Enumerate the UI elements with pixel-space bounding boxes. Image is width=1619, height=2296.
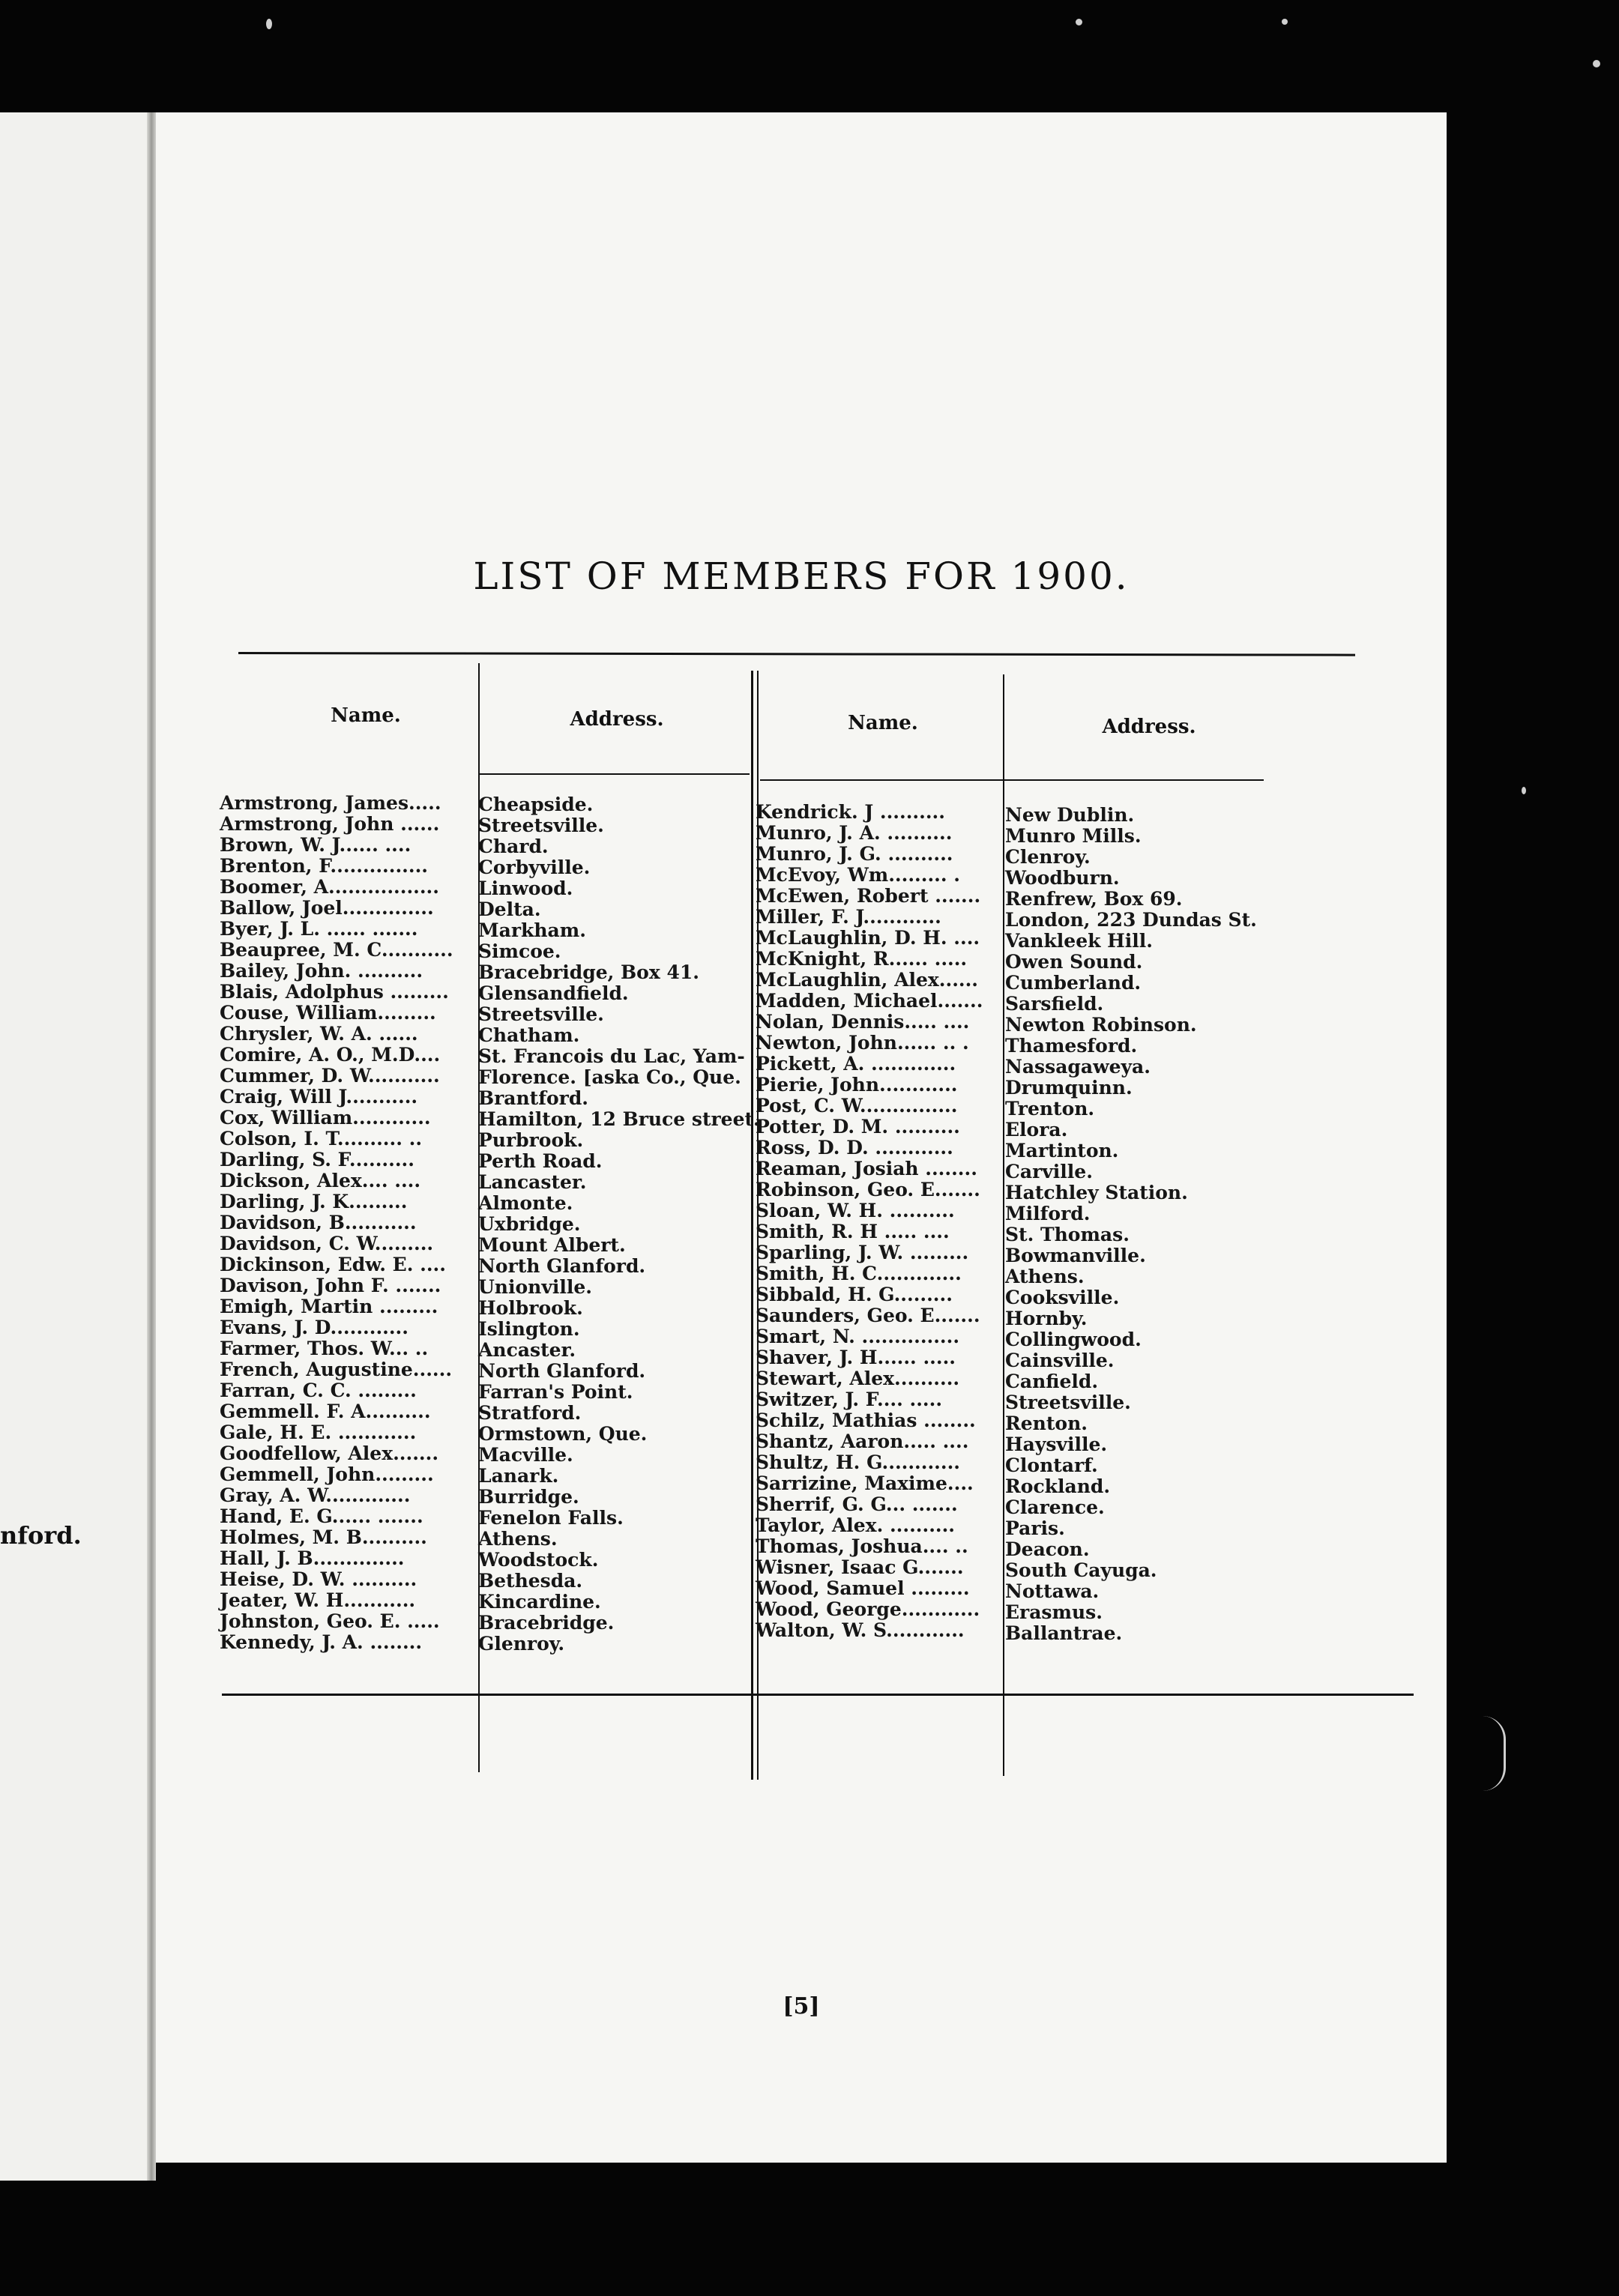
member-address: Ormstown, Que. — [478, 1423, 648, 1445]
member-address: Haysville. — [1005, 1434, 1108, 1455]
member-address: New Dublin. — [1005, 804, 1135, 826]
member-name: Holmes, M. B.......... — [220, 1526, 427, 1548]
member-name: Chrysler, W. A. ...... — [220, 1023, 418, 1045]
member-name: Kennedy, J. A. ........ — [220, 1631, 423, 1653]
member-address: Canfield. — [1005, 1371, 1099, 1392]
member-name: Gale, H. E. ............ — [220, 1422, 417, 1443]
member-name: Darling, J. K......... — [220, 1191, 408, 1212]
member-name: Smith, R. H ..... .... — [756, 1221, 950, 1242]
member-address: Clontarf. — [1005, 1454, 1098, 1476]
member-name: Robinson, Geo. E....... — [756, 1179, 980, 1200]
member-address: Renton. — [1005, 1413, 1088, 1434]
member-name: Heise, D. W. .......... — [220, 1568, 417, 1590]
member-address: Clarence. — [1005, 1496, 1105, 1518]
member-address: Markham. — [478, 919, 586, 941]
member-name: McEwen, Robert ....... — [756, 885, 981, 907]
member-name: Gemmell, John......... — [220, 1463, 434, 1485]
member-address: Nassagaweya. — [1005, 1056, 1151, 1078]
member-name: Smith, H. C............. — [756, 1263, 962, 1284]
member-name: Byer, J. L. ...... ....... — [220, 918, 418, 940]
member-name: Blais, Adolphus ......... — [220, 981, 449, 1003]
member-name: McEvoy, Wm......... . — [756, 864, 960, 886]
member-name: Madden, Michael....... — [756, 990, 983, 1012]
member-address: Bethesda. — [478, 1570, 583, 1592]
member-name: Cummer, D. W........... — [220, 1065, 440, 1087]
previous-page-fragment: nford. — [0, 1521, 82, 1550]
member-address: North Glanford. — [478, 1360, 646, 1382]
member-address: Bracebridge, Box 41. — [478, 961, 699, 983]
page-number: [5] — [783, 1993, 820, 2019]
scan-speck — [1076, 19, 1082, 25]
member-address: Purbrook. — [478, 1129, 584, 1151]
member-name: McLaughlin, D. H. .... — [756, 927, 980, 949]
member-address: Ballantrae. — [1005, 1622, 1123, 1644]
member-address: Munro Mills. — [1005, 825, 1142, 847]
member-name: Pickett, A. ............. — [756, 1053, 956, 1075]
member-name: Taylor, Alex. .......... — [756, 1514, 956, 1536]
member-name: Shultz, H. G............ — [756, 1451, 960, 1473]
member-address: Holbrook. — [478, 1297, 583, 1319]
right-address-header: Address. — [1102, 716, 1196, 738]
member-name: Ballow, Joel.............. — [220, 897, 434, 919]
scan-speck — [1522, 787, 1526, 794]
member-name: Sarrizine, Maxime.... — [756, 1472, 974, 1494]
member-address: Unionville. — [478, 1276, 592, 1298]
member-address: Owen Sound. — [1005, 951, 1143, 973]
member-address: Drumquinn. — [1005, 1077, 1133, 1099]
member-name: Newton, John...... .. . — [756, 1032, 969, 1054]
member-address: Streetsville. — [478, 815, 604, 836]
member-address: Glenroy. — [478, 1633, 565, 1655]
right-names-column — [756, 802, 983, 1641]
member-address: London, 223 Dundas St. — [1005, 909, 1257, 931]
member-name: Johnston, Geo. E. ..... — [220, 1610, 440, 1632]
member-address: Streetsville. — [1005, 1392, 1131, 1413]
member-address: Linwood. — [478, 877, 573, 899]
member-address: Renfrew, Box 69. — [1005, 888, 1183, 910]
member-address: Simcoe. — [478, 940, 561, 962]
member-address: Martinton. — [1005, 1140, 1119, 1161]
member-address: Rockland. — [1005, 1475, 1111, 1497]
member-address: Athens. — [1005, 1266, 1085, 1287]
scan-speck — [1593, 60, 1600, 67]
member-address: Hamilton, 12 Bruce street. — [478, 1108, 760, 1130]
member-name: Potter, D. M. .......... — [756, 1116, 960, 1138]
member-name: Shantz, Aaron..... .... — [756, 1431, 969, 1452]
page-gutter — [147, 112, 156, 2181]
member-address: Sarsfield. — [1005, 993, 1104, 1015]
member-name: Couse, William......... — [220, 1002, 436, 1024]
member-name: McLaughlin, Alex...... — [756, 969, 979, 991]
member-name: Sherrif, G. G... ....... — [756, 1493, 958, 1515]
member-name: Farran, C. C. ......... — [220, 1380, 417, 1401]
document-page — [156, 112, 1447, 2163]
member-address: Islington. — [478, 1318, 580, 1340]
member-address: Lancaster. — [478, 1171, 587, 1193]
left-address-header: Address. — [570, 708, 664, 731]
member-name: Thomas, Joshua.... .. — [756, 1535, 968, 1557]
table-bottom-rule — [222, 1694, 1414, 1696]
member-address: Collingwood. — [1005, 1329, 1142, 1350]
member-address: Elora. — [1005, 1119, 1068, 1141]
member-address: Chard. — [478, 836, 549, 857]
member-name: Sloan, W. H. .......... — [756, 1200, 955, 1221]
member-name: Davidson, B........... — [220, 1212, 417, 1233]
member-address: Paris. — [1005, 1517, 1065, 1539]
member-name: Munro, J. G. .......... — [756, 843, 953, 865]
member-name: Davidson, C. W......... — [220, 1233, 434, 1254]
member-address: Streetsville. — [478, 1003, 604, 1025]
member-address: Bowmanville. — [1005, 1245, 1146, 1266]
member-name: Sparling, J. W. ......... — [756, 1242, 969, 1263]
member-address: Newton Robinson. — [1005, 1014, 1197, 1036]
member-name: Pierie, John............ — [756, 1074, 958, 1096]
right-addresses-column — [1005, 805, 1257, 1644]
member-address: Trenton. — [1005, 1098, 1095, 1120]
member-address: Glensandfield. — [478, 982, 629, 1004]
member-address: Kincardine. — [478, 1591, 601, 1613]
member-address: Cheapside. — [478, 794, 594, 815]
member-name: Cox, William............ — [220, 1107, 431, 1129]
member-address: Woodburn. — [1005, 867, 1120, 889]
member-address: Cainsville. — [1005, 1350, 1115, 1371]
member-address: Mount Albert. — [478, 1234, 626, 1256]
member-address: Carville. — [1005, 1161, 1093, 1182]
member-name: Kendrick. J .......... — [756, 801, 945, 823]
member-name: Hall, J. B.............. — [220, 1547, 405, 1569]
member-address: Lanark. — [478, 1465, 559, 1487]
right-header-rule — [760, 779, 1264, 781]
member-name: Smart, N. ............... — [756, 1326, 960, 1347]
member-name: McKnight, R...... ..... — [756, 948, 968, 970]
member-name: Colson, I. T.......... .. — [220, 1128, 423, 1149]
member-address: St. Francois du Lac, Yam- — [478, 1045, 745, 1067]
member-name: Munro, J. A. .......... — [756, 822, 953, 844]
member-name: Bailey, John. .......... — [220, 960, 423, 982]
member-name: Dickson, Alex.... .... — [220, 1170, 421, 1191]
member-name: Dickinson, Edw. E. .... — [220, 1254, 446, 1275]
member-address: Hatchley Station. — [1005, 1182, 1188, 1203]
member-name: Emigh, Martin ......... — [220, 1296, 438, 1317]
member-name: Davison, John F. ....... — [220, 1275, 441, 1296]
member-address: Uxbridge. — [478, 1213, 581, 1235]
member-name: Jeater, W. H........... — [220, 1589, 416, 1611]
left-names-column — [220, 793, 453, 1653]
member-address: Cooksville. — [1005, 1287, 1120, 1308]
member-name: Craig, Will J........... — [220, 1086, 418, 1108]
member-address: North Glanford. — [478, 1255, 646, 1277]
member-address: Vankleek Hill. — [1005, 930, 1153, 952]
member-address: Stratford. — [478, 1402, 582, 1424]
member-address: Perth Road. — [478, 1150, 603, 1172]
member-address: Macville. — [478, 1444, 573, 1466]
left-name-header: Name. — [331, 704, 401, 727]
member-address: Athens. — [478, 1528, 558, 1550]
member-address: Cumberland. — [1005, 972, 1142, 994]
member-address: Milford. — [1005, 1203, 1091, 1224]
member-name: Brown, W. J...... .... — [220, 834, 411, 856]
member-name: Walton, W. S............ — [756, 1619, 965, 1641]
member-name: Reaman, Josiah ........ — [756, 1158, 977, 1179]
member-name: Farmer, Thos. W... .. — [220, 1338, 429, 1359]
member-name: Comire, A. O., M.D.... — [220, 1044, 441, 1066]
member-name: Boomer, A................. — [220, 876, 439, 898]
member-name: Hand, E. G...... ....... — [220, 1505, 423, 1527]
member-name: Beaupree, M. C........... — [220, 939, 453, 961]
left-addresses-column — [478, 794, 760, 1655]
left-header-rule — [480, 773, 750, 775]
member-name: Miller, F. J............ — [756, 906, 941, 928]
member-address: Delta. — [478, 898, 541, 920]
member-address: Woodstock. — [478, 1549, 599, 1571]
member-address: Hornby. — [1005, 1308, 1088, 1329]
scan-speck — [266, 19, 272, 29]
page-title: LIST OF MEMBERS FOR 1900. — [473, 555, 1130, 598]
member-name: Gemmell. F. A.......... — [220, 1401, 431, 1422]
member-address: Farran's Point. — [478, 1381, 633, 1403]
member-address: Deacon. — [1005, 1538, 1090, 1560]
member-name: Stewart, Alex.......... — [756, 1368, 960, 1389]
scan-speck — [1282, 19, 1288, 25]
member-address: Corbyville. — [478, 857, 591, 878]
member-address: Chatham. — [478, 1024, 580, 1046]
member-name: Shaver, J. H...... ..... — [756, 1347, 956, 1368]
table-top-rule — [238, 652, 1355, 656]
member-name: Evans, J. D............ — [220, 1317, 408, 1338]
member-name: Saunders, Geo. E....... — [756, 1305, 980, 1326]
member-name: Brenton, F............... — [220, 855, 428, 877]
member-address: Florence. [aska Co., Que. — [478, 1066, 741, 1088]
member-address: St. Thomas. — [1005, 1224, 1130, 1245]
member-name: Schilz, Mathias ........ — [756, 1410, 976, 1431]
member-name: Gray, A. W............. — [220, 1484, 411, 1506]
member-name: Sibbald, H. G......... — [756, 1284, 953, 1305]
member-address: Ancaster. — [478, 1339, 576, 1361]
member-name: Wood, Samuel ......... — [756, 1577, 970, 1599]
right-name-header: Name. — [848, 712, 918, 734]
member-name: Wisner, Isaac G....... — [756, 1556, 964, 1578]
member-address: Almonte. — [478, 1192, 573, 1214]
member-name: Switzer, J. F.... ..... — [756, 1389, 943, 1410]
member-address: Fenelon Falls. — [478, 1507, 624, 1529]
member-name: Darling, S. F.......... — [220, 1149, 414, 1170]
member-name: Armstrong, John ...... — [220, 813, 440, 835]
member-address: Burridge. — [478, 1486, 579, 1508]
member-name: Post, C. W............... — [756, 1095, 958, 1117]
right-column-divider — [1003, 674, 1004, 1776]
member-name: Ross, D. D. ............ — [756, 1137, 953, 1158]
member-address: South Cayuga. — [1005, 1559, 1157, 1581]
member-address: Clenroy. — [1005, 846, 1091, 868]
scan-edge-mark — [1483, 1716, 1506, 1791]
member-address: Thamesford. — [1005, 1035, 1138, 1057]
member-name: Armstrong, James..... — [220, 792, 441, 814]
member-address: Nottawa. — [1005, 1580, 1100, 1602]
member-address: Bracebridge. — [478, 1612, 615, 1634]
member-name: Wood, George............ — [756, 1598, 980, 1620]
member-name: Nolan, Dennis..... .... — [756, 1011, 970, 1033]
member-address: Brantford. — [478, 1087, 589, 1109]
member-name: Goodfellow, Alex....... — [220, 1442, 439, 1464]
member-address: Erasmus. — [1005, 1601, 1103, 1623]
previous-page — [0, 112, 154, 2181]
member-name: French, Augustine...... — [220, 1359, 453, 1380]
